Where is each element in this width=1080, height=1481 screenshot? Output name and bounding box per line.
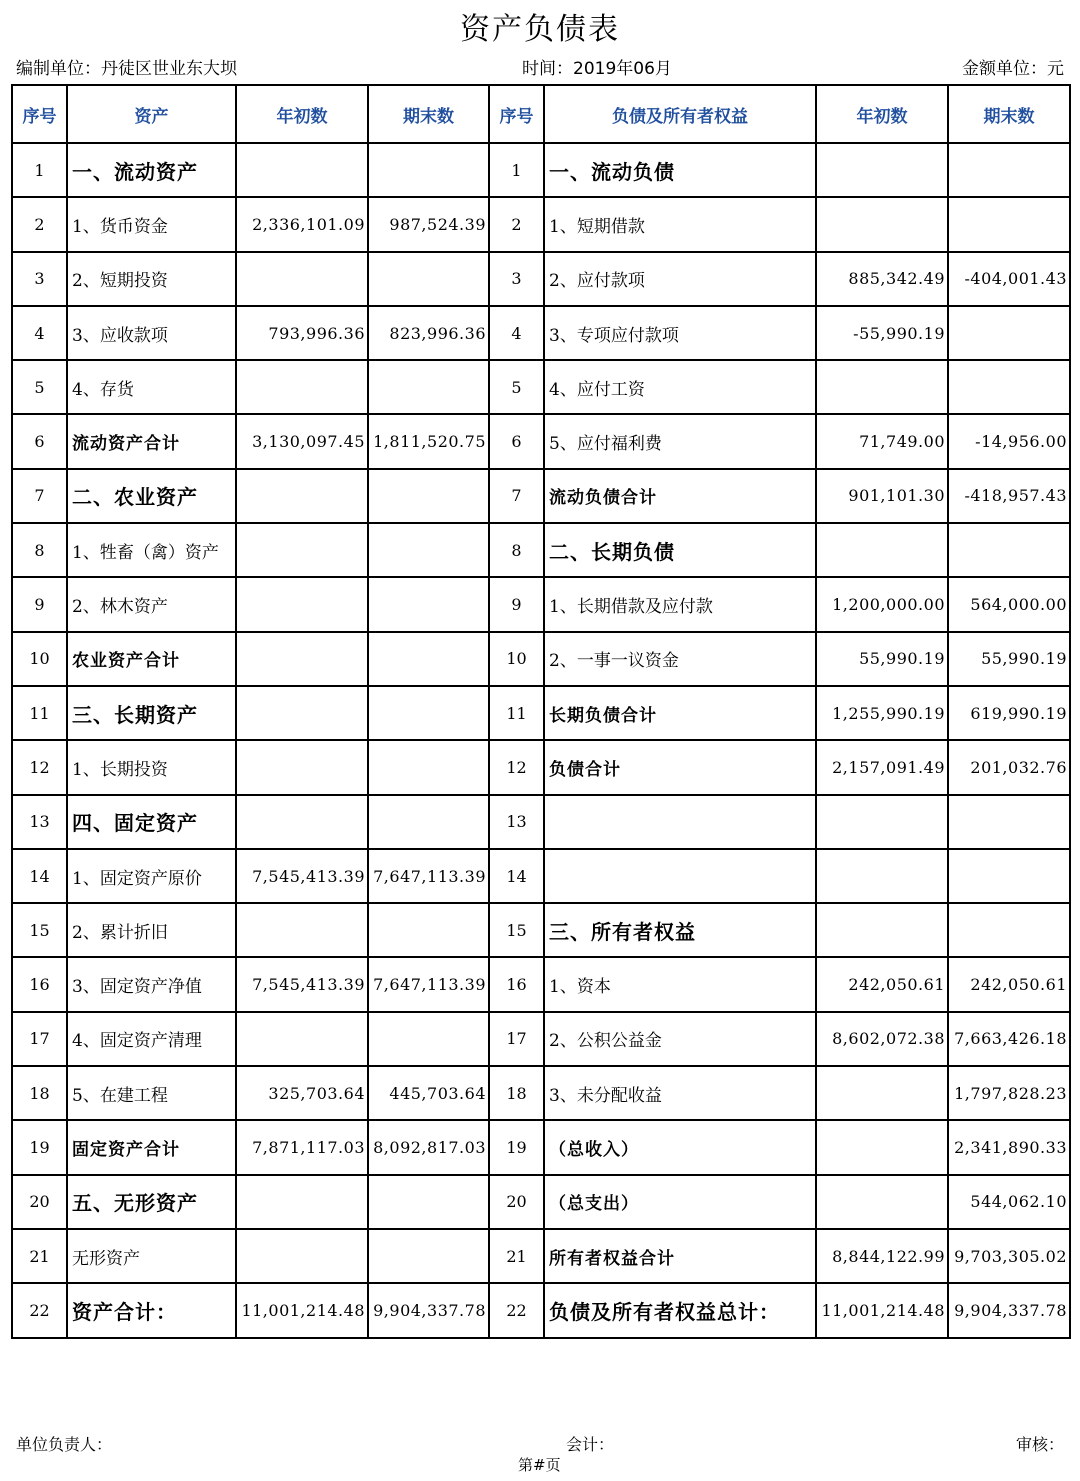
asset-name: 三、长期资产 [67, 686, 236, 740]
seq-left: 17 [12, 1012, 67, 1066]
auditor-label: 审核： [1015, 1435, 1064, 1454]
page-number: 第#页 [518, 1456, 561, 1474]
liability-end-value: 242,050.61 [948, 957, 1070, 1011]
asset-begin-value [236, 252, 368, 306]
table-row [12, 469, 1070, 523]
liability-name: 4、应付工资 [544, 360, 816, 414]
seq-right: 22 [489, 1283, 544, 1337]
asset-name: 一、流动资产 [67, 143, 236, 197]
table-row [12, 1283, 1070, 1337]
seq-right: 1 [489, 143, 544, 197]
liability-name: 所有者权益合计 [544, 1229, 816, 1283]
liability-begin-value: 11,001,214.48 [816, 1283, 948, 1337]
seq-right: 6 [489, 414, 544, 468]
seq-left: 14 [12, 849, 67, 903]
liability-name: 1、短期借款 [544, 197, 816, 251]
currency-unit: 金额单位：元 [962, 59, 1064, 79]
liability-begin-value: 885,342.49 [816, 252, 948, 306]
liability-name: 一、流动负债 [544, 143, 816, 197]
header-liab-end: 期末数 [948, 85, 1070, 143]
asset-name: 4、存货 [67, 360, 236, 414]
asset-name: 农业资产合计 [67, 632, 236, 686]
table-row [12, 1120, 1070, 1174]
asset-name: 资产合计： [67, 1283, 236, 1337]
table-row [12, 632, 1070, 686]
asset-begin-value [236, 469, 368, 523]
asset-end-value: 445,703.64 [368, 1066, 489, 1120]
asset-end-value [368, 1175, 489, 1229]
seq-left: 10 [12, 632, 67, 686]
table-row [12, 1066, 1070, 1120]
liability-end-value [948, 849, 1070, 903]
asset-name: 2、累计折旧 [67, 903, 236, 957]
asset-end-value [368, 903, 489, 957]
liability-begin-value: 55,990.19 [816, 632, 948, 686]
asset-end-value [368, 143, 489, 197]
header-seq-left: 序号 [12, 85, 67, 143]
asset-name: 5、在建工程 [67, 1066, 236, 1120]
asset-end-value [368, 523, 489, 577]
report-period: 时间：2019年06月 [522, 59, 672, 79]
table-row [12, 795, 1070, 849]
asset-name: 3、固定资产净值 [67, 957, 236, 1011]
seq-right: 7 [489, 469, 544, 523]
liability-begin-value: 901,101.30 [816, 469, 948, 523]
table-row [12, 1175, 1070, 1229]
table-row [12, 849, 1070, 903]
seq-left: 5 [12, 360, 67, 414]
asset-name: 1、固定资产原价 [67, 849, 236, 903]
asset-name: 四、固定资产 [67, 795, 236, 849]
liability-end-value: -418,957.43 [948, 469, 1070, 523]
liability-name: （总收入） [544, 1120, 816, 1174]
table-row [12, 197, 1070, 251]
liability-begin-value [816, 360, 948, 414]
liability-end-value [948, 523, 1070, 577]
seq-left: 1 [12, 143, 67, 197]
liability-begin-value [816, 1066, 948, 1120]
liability-end-value: 2,341,890.33 [948, 1120, 1070, 1174]
asset-end-value [368, 577, 489, 631]
liability-begin-value: 8,602,072.38 [816, 1012, 948, 1066]
liability-begin-value: 1,200,000.00 [816, 577, 948, 631]
asset-begin-value: 11,001,214.48 [236, 1283, 368, 1337]
liability-end-value [948, 197, 1070, 251]
liability-name [544, 849, 816, 903]
header-seq-right: 序号 [489, 85, 544, 143]
seq-right: 9 [489, 577, 544, 631]
seq-left: 6 [12, 414, 67, 468]
liability-begin-value [816, 1120, 948, 1174]
seq-left: 8 [12, 523, 67, 577]
seq-left: 11 [12, 686, 67, 740]
unit-principal-label: 单位负责人： [16, 1435, 113, 1454]
seq-left: 2 [12, 197, 67, 251]
table-header-row [12, 85, 1070, 143]
asset-begin-value: 7,871,117.03 [236, 1120, 368, 1174]
table-row [12, 1012, 1070, 1066]
liability-begin-value [816, 903, 948, 957]
asset-begin-value [236, 686, 368, 740]
seq-right: 5 [489, 360, 544, 414]
liability-end-value: 55,990.19 [948, 632, 1070, 686]
liability-end-value: 9,904,337.78 [948, 1283, 1070, 1337]
table-row [12, 740, 1070, 794]
header-assets: 资产 [67, 85, 236, 143]
seq-right: 19 [489, 1120, 544, 1174]
asset-end-value [368, 469, 489, 523]
asset-begin-value [236, 903, 368, 957]
table-row [12, 686, 1070, 740]
seq-right: 21 [489, 1229, 544, 1283]
liability-begin-value [816, 197, 948, 251]
liability-end-value: -14,956.00 [948, 414, 1070, 468]
asset-name: 1、牲畜（禽）资产 [67, 523, 236, 577]
asset-name: 4、固定资产清理 [67, 1012, 236, 1066]
liability-name: 流动负债合计 [544, 469, 816, 523]
asset-name: 3、应收款项 [67, 306, 236, 360]
asset-begin-value [236, 1175, 368, 1229]
balance-sheet-table [11, 84, 1071, 1339]
liability-name: 2、公积公益金 [544, 1012, 816, 1066]
liability-name: 长期负债合计 [544, 686, 816, 740]
seq-left: 13 [12, 795, 67, 849]
seq-left: 9 [12, 577, 67, 631]
asset-begin-value: 3,130,097.45 [236, 414, 368, 468]
seq-right: 18 [489, 1066, 544, 1120]
asset-name: 二、农业资产 [67, 469, 236, 523]
seq-left: 15 [12, 903, 67, 957]
asset-begin-value [236, 795, 368, 849]
liability-end-value [948, 306, 1070, 360]
asset-end-value: 7,647,113.39 [368, 849, 489, 903]
liability-begin-value [816, 143, 948, 197]
liability-begin-value [816, 795, 948, 849]
seq-left: 16 [12, 957, 67, 1011]
seq-left: 18 [12, 1066, 67, 1120]
seq-right: 13 [489, 795, 544, 849]
asset-begin-value [236, 1229, 368, 1283]
liability-begin-value: 242,050.61 [816, 957, 948, 1011]
header-liabilities-equity: 负债及所有者权益 [544, 85, 816, 143]
seq-right: 8 [489, 523, 544, 577]
asset-end-value [368, 252, 489, 306]
seq-left: 4 [12, 306, 67, 360]
liability-end-value [948, 795, 1070, 849]
table-row [12, 1229, 1070, 1283]
asset-end-value: 8,092,817.03 [368, 1120, 489, 1174]
asset-begin-value [236, 360, 368, 414]
header-asset-begin: 年初数 [236, 85, 368, 143]
seq-right: 14 [489, 849, 544, 903]
liability-begin-value [816, 1175, 948, 1229]
liability-begin-value: -55,990.19 [816, 306, 948, 360]
asset-name: 1、货币资金 [67, 197, 236, 251]
liability-end-value: 564,000.00 [948, 577, 1070, 631]
liability-begin-value: 2,157,091.49 [816, 740, 948, 794]
liability-end-value: 544,062.10 [948, 1175, 1070, 1229]
seq-right: 11 [489, 686, 544, 740]
seq-right: 15 [489, 903, 544, 957]
liability-begin-value: 8,844,122.99 [816, 1229, 948, 1283]
seq-right: 16 [489, 957, 544, 1011]
liability-name: 3、专项应付款项 [544, 306, 816, 360]
liability-end-value [948, 903, 1070, 957]
seq-right: 12 [489, 740, 544, 794]
liability-name: （总支出） [544, 1175, 816, 1229]
seq-left: 7 [12, 469, 67, 523]
asset-begin-value [236, 1012, 368, 1066]
liability-begin-value [816, 523, 948, 577]
seq-right: 20 [489, 1175, 544, 1229]
asset-begin-value [236, 740, 368, 794]
table-row [12, 360, 1070, 414]
seq-right: 4 [489, 306, 544, 360]
asset-begin-value: 7,545,413.39 [236, 957, 368, 1011]
asset-end-value: 9,904,337.78 [368, 1283, 489, 1337]
asset-end-value: 823,996.36 [368, 306, 489, 360]
accountant-label: 会计： [566, 1435, 615, 1454]
liability-end-value: 7,663,426.18 [948, 1012, 1070, 1066]
asset-begin-value: 325,703.64 [236, 1066, 368, 1120]
asset-end-value: 987,524.39 [368, 197, 489, 251]
asset-end-value: 1,811,520.75 [368, 414, 489, 468]
header-asset-end: 期末数 [368, 85, 489, 143]
liability-name: 2、一事一议资金 [544, 632, 816, 686]
seq-left: 22 [12, 1283, 67, 1337]
asset-end-value [368, 686, 489, 740]
asset-end-value [368, 360, 489, 414]
asset-end-value [368, 740, 489, 794]
asset-end-value [368, 1012, 489, 1066]
liability-name: 1、长期借款及应付款 [544, 577, 816, 631]
asset-name: 流动资产合计 [67, 414, 236, 468]
header-liab-begin: 年初数 [816, 85, 948, 143]
asset-begin-value: 7,545,413.39 [236, 849, 368, 903]
liability-begin-value: 1,255,990.19 [816, 686, 948, 740]
document-title: 资产负债表 [460, 12, 620, 47]
table-row [12, 143, 1070, 197]
asset-name: 无形资产 [67, 1229, 236, 1283]
liability-name [544, 795, 816, 849]
table-row [12, 414, 1070, 468]
liability-name: 1、资本 [544, 957, 816, 1011]
liability-begin-value [816, 849, 948, 903]
liability-end-value: 9,703,305.02 [948, 1229, 1070, 1283]
liability-end-value [948, 143, 1070, 197]
seq-left: 21 [12, 1229, 67, 1283]
liability-name: 3、未分配收益 [544, 1066, 816, 1120]
asset-name: 五、无形资产 [67, 1175, 236, 1229]
asset-begin-value [236, 632, 368, 686]
table-row [12, 577, 1070, 631]
table-row [12, 957, 1070, 1011]
asset-begin-value [236, 523, 368, 577]
table-row [12, 903, 1070, 957]
liability-name: 2、应付款项 [544, 252, 816, 306]
table-row [12, 523, 1070, 577]
table-row [12, 306, 1070, 360]
asset-end-value [368, 1229, 489, 1283]
asset-end-value [368, 632, 489, 686]
asset-end-value [368, 795, 489, 849]
asset-name: 固定资产合计 [67, 1120, 236, 1174]
asset-begin-value: 793,996.36 [236, 306, 368, 360]
liability-name: 负债合计 [544, 740, 816, 794]
liability-name: 负债及所有者权益总计： [544, 1283, 816, 1337]
seq-right: 17 [489, 1012, 544, 1066]
seq-right: 10 [489, 632, 544, 686]
liability-name: 二、长期负债 [544, 523, 816, 577]
table-row [12, 252, 1070, 306]
liability-end-value [948, 360, 1070, 414]
liability-end-value: -404,001.43 [948, 252, 1070, 306]
prepared-by-unit: 编制单位：丹徒区世业东大坝 [16, 59, 237, 79]
seq-right: 2 [489, 197, 544, 251]
seq-left: 12 [12, 740, 67, 794]
liability-end-value: 201,032.76 [948, 740, 1070, 794]
liability-name: 5、应付福利费 [544, 414, 816, 468]
asset-name: 2、短期投资 [67, 252, 236, 306]
asset-begin-value: 2,336,101.09 [236, 197, 368, 251]
asset-name: 1、长期投资 [67, 740, 236, 794]
liability-begin-value: 71,749.00 [816, 414, 948, 468]
asset-begin-value [236, 143, 368, 197]
asset-name: 2、林木资产 [67, 577, 236, 631]
liability-name: 三、所有者权益 [544, 903, 816, 957]
asset-end-value: 7,647,113.39 [368, 957, 489, 1011]
liability-end-value: 1,797,828.23 [948, 1066, 1070, 1120]
asset-begin-value [236, 577, 368, 631]
seq-left: 19 [12, 1120, 67, 1174]
seq-left: 20 [12, 1175, 67, 1229]
seq-left: 3 [12, 252, 67, 306]
seq-right: 3 [489, 252, 544, 306]
liability-end-value: 619,990.19 [948, 686, 1070, 740]
